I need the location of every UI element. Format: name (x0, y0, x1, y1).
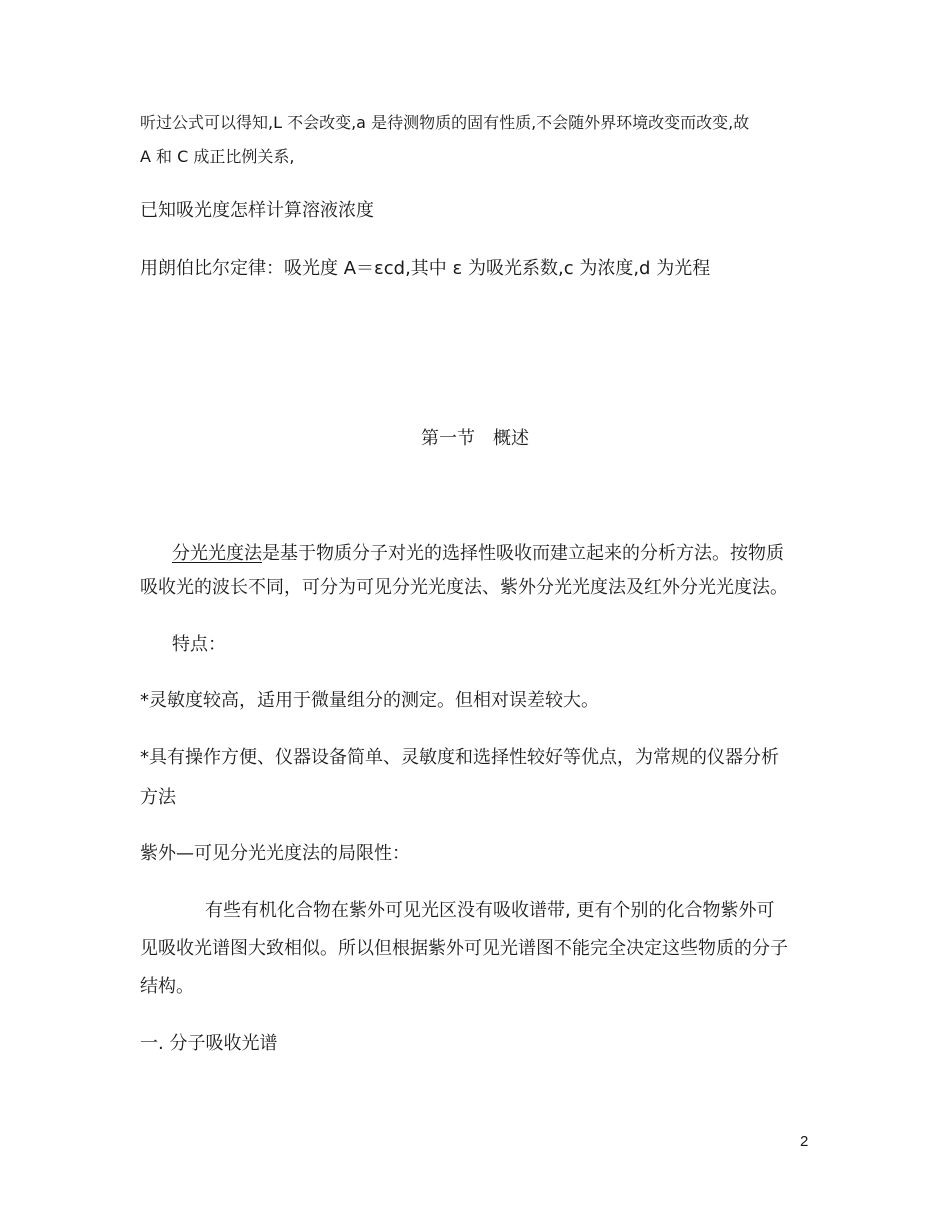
page-number: 2 (800, 1133, 809, 1150)
paragraph-line: 听过公式可以得知,L 不会改变,a 是待测物质的固有性质,不会随外界环境改变而改变,故 (140, 113, 750, 132)
intro-term: 分光光度法 (172, 543, 262, 564)
paragraph-line: A 和 C 成正比例关系, (140, 147, 295, 166)
features-label: 特点： (172, 634, 226, 655)
beer-law-statement: 用朗伯比尔定律：吸光度 A＝εcd,其中 ε 为吸光系数,c 为浓度,d 为光程 (140, 258, 711, 279)
intro-line: 吸收光的波长不同，可分为可见分光光度法、紫外分光光度法及红外分光光度法。 (140, 577, 788, 598)
feature-item: *灵敏度较高，适用于微量组分的测定。但相对误差较大。 (140, 690, 599, 711)
feature-item: *具有操作方便、仪器设备简单、灵敏度和选择性较好等优点，为常规的仪器分析 (140, 747, 779, 768)
subsection-heading: 一. 分子吸收光谱 (140, 1033, 278, 1054)
limitation-heading: 紫外—可见分光光度法的局限性： (140, 843, 410, 864)
limitation-line: 见吸收光谱图大致相似。所以但根据紫外可见光谱图不能完全决定这些物质的分子 (140, 938, 788, 959)
limitation-line: 有些有机化合物在紫外可见光区没有吸收谱带, 更有个别的化合物紫外可 (205, 900, 775, 921)
limitation-line: 结构。 (140, 976, 194, 997)
question-heading: 已知吸光度怎样计算溶液浓度 (140, 200, 374, 221)
intro-line (172, 543, 852, 565)
feature-item-continuation: 方法 (140, 787, 176, 808)
section-title: 第一节 概述 (421, 428, 529, 449)
intro-line-rest: 是基于物质分子对光的选择性吸收而建立起来的分析方法。按物质 (262, 543, 784, 564)
